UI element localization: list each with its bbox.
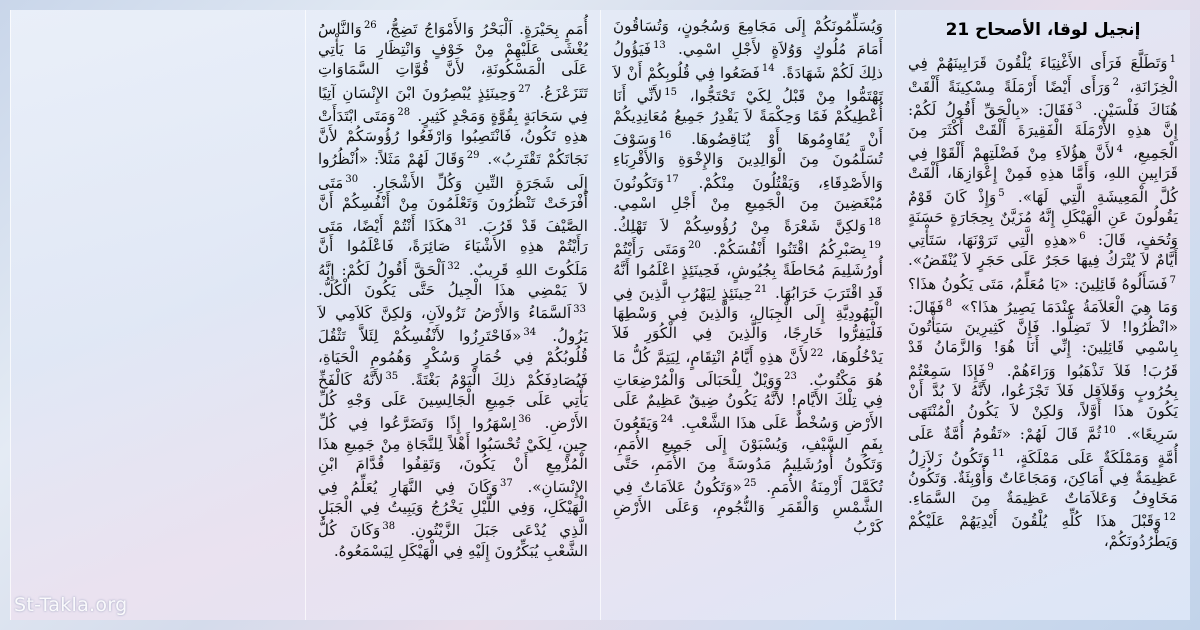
verse-text: بِصَبْرِكُمُ اقْتَنُوا أَنْفُسَكُمْ. <box>712 240 867 259</box>
verse-number: 15 <box>664 86 678 98</box>
verse-text: اَلسَّمَاءُ وَالأَرْضُ تَزُولاَنِ، وَلكِنَّ كَلاَمِي لاَ يَزُولُ. <box>318 304 588 346</box>
verse-text: وَكَانَ كُلُّ الشَّعْبِ يُبَكِّرُونَ إِلَيْهِ فِي الْهَيْكَلِ لِيَسْمَعُوهُ. <box>318 521 588 560</box>
verse-number: 7 <box>1169 274 1176 286</box>
verse-text: لأَنِّي أَنَا أُعْطِيكُمْ فَمًا وَحِكْمَةً لاَ يَقْدِرُ جَمِيعُ مُعَانِدِيكُمْ أَنْ يُقَاوِمُوهَا أَوْ يُنَاقِضُوهَا. <box>613 86 884 149</box>
verse-text: مَتَى أَفْرَخَتْ تَنْظُرُونَ وَتَعْلَمُونَ مِنْ أَنْفُسِكُمْ أَنَّ الصَّيْفَ قَدْ قَرُبَ. <box>318 173 588 236</box>
verse-text: «وَتَكُونُ عَلاَمَاتٌ فِي الشَّمْسِ وَالْقَمَرِ وَالنُّجُومِ، وَعَلَى الأَرْضِ كَرْبُ <box>613 478 883 537</box>
site-watermark: St-Takla.org <box>14 594 128 616</box>
verse-number: 6 <box>1079 231 1086 243</box>
verse-number: 28 <box>397 106 411 118</box>
verse <box>613 217 883 235</box>
verse-text: وَتَكُونُونَ مُبْغَضِينَ مِنَ الْجَمِيعِ مِنْ أَجْلِ اسْمِي. <box>613 173 883 212</box>
verse-text: وَسَوْفَ تُسَلَّمُونَ مِنَ الْوَالِدِينَ وَالإِخْوَةِ وَالأَقْرِبَاءِ وَالأَصْدِقَاءِ، وَيَقْتُلُونَ مِنْكُمْ. <box>613 130 883 192</box>
verse-text: وَتَكُونُ زَلاَزِلُ عَظِيمَةٌ فِي أَمَاكِنَ، وَمَجَاعَاتٌ وَأَوْبِئَةٌ. وَتَكُونُ مَخَاوِفُ وَعَلاَمَاتٌ عَظِيمَةٌ مِنَ السَّمَاءِ. <box>908 448 1178 507</box>
verse-number: 1 <box>1169 54 1176 66</box>
verse-text: وَقَالَ لَهُمْ مَثَلاً: «اُنْظُرُوا إِلَى شَجَرَةِ التِّينِ وَكُلِّ الأَشْجَارِ. <box>318 150 588 192</box>
verse-number: 37 <box>500 477 513 489</box>
verse-number: 8 <box>945 297 953 309</box>
verse-number: 10 <box>1103 425 1116 437</box>
verse-text: فَقَالَ: «بِالْحَقِّ أَقُولُ لَكُمْ: إِنَّ هذِهِ الأَرْمَلَةَ الْفَقِيرَةَ أَلْقَتْ أَكْثَرَ مِنَ الْجَمِيعِ، <box>908 100 1178 163</box>
verse-number: 12 <box>1163 512 1176 524</box>
verse-number: 9 <box>987 361 994 373</box>
verse-number: 29 <box>466 150 480 162</box>
verse-number: 38 <box>382 521 396 533</box>
text-sheet <box>10 10 1190 620</box>
verse-number: 11 <box>992 448 1005 460</box>
verse-number: 32 <box>447 260 460 272</box>
verse-number: 34 <box>523 327 537 339</box>
verse-number: 4 <box>1116 144 1124 156</box>
verse-number: 19 <box>868 240 881 252</box>
verse-text: حِينَئِذٍ لِيَهْرُبِ الَّذِينَ فِي الْيَهُودِيَّةِ إِلَى الْجِبَالِ، وَالَّذِينَ فِي وَسْطِهَا فَلْيَفِرُّوا خَارِجًا، وَالَّذِينَ فِي الْكُوَرِ فَلاَ يَدْخُلُوهَا، <box>613 283 883 366</box>
column-3 <box>305 10 600 620</box>
verse-text: وَيُسَلِّمُونَكُمْ إِلَى مَجَامِعَ وَسُجُونٍ، وَتُسَاقُونَ أَمَامَ مُلُوكٍ وَوُلاَةٍ لأَجْلِ اسْمِي. <box>613 17 883 59</box>
column-3-body <box>318 16 588 561</box>
column-4-empty <box>10 10 305 620</box>
verse-text: هكَذَا أَنْتُمْ أَيْضًا، مَتَى رَأَيْتُمْ هذِهِ الأَشْيَاءَ صَائِرَةً، فَاعْلَمُوا أَنَّ مَلَكُوتَ اللهِ قَرِيبٌ. <box>318 217 588 279</box>
verse-text: وَإِذْ كَانَ قَوْمٌ يَقُولُونَ عَنِ الْهَيْكَلِ إِنَّهُ مُزَيَّنٌ بِحِجَارَةٍ حَسَنَةٍ وَتُحَفٍ، قَالَ: <box>908 187 1179 250</box>
verse-number: 17 <box>666 173 679 185</box>
verse-text: لأَنَّهُ كَالْفَخِّ يَأْتِي عَلَى جَمِيعِ الْجَالِسِينَ عَلَى وَجْهِ كُلِّ الأَرْضِ. <box>318 370 588 433</box>
verse-number: 14 <box>761 63 775 75</box>
verse-number: 30 <box>345 173 359 185</box>
verse-text: لأَنَّ هذِهِ أَيَّامُ انْتِقَامٍ، لِيَتِمَّ كُلُّ مَا هُوَ مَكْتُوبٌ. <box>613 347 884 389</box>
verse-text: وَقَبْلَ هذَا كُلِّهِ يُلْقُونَ أَيْدِيَهُمْ عَلَيْكُمْ وَيَطْرُدُونَكُمْ، <box>908 512 1178 551</box>
verse <box>908 512 1178 550</box>
verse-text: أُمَمٍ بِحَيْرَةٍ. اَلْبَحْرُ وَالأَمْوَاجُ تَضِجُّ، <box>385 20 588 39</box>
verse-text: وَمَتَى ابْتَدَأَتْ هذِهِ تَكُونُ، فَانْتَصِبُوا وَارْفَعُوا رُؤُوسَكُمْ لأَنَّ نَجَاتَكُمْ تَقْتَرِبُ». <box>318 107 589 169</box>
verse-number: 35 <box>385 370 399 382</box>
column-2-body <box>613 16 883 538</box>
verse-number: 16 <box>658 130 672 142</box>
verse-number: 31 <box>454 217 468 229</box>
verse-text: وَحِينَئِذٍ يُبْصِرُونَ ابْنَ الإِنْسَانِ آتِيًا فِي سَحَابَةٍ بِقُوَّةٍ وَمَجْدٍ كَثِيرٍ. <box>318 83 588 125</box>
verse-text: ثُمَّ قَالَ لَهُمْ: «تَقُومُ أُمَّةٌ عَلَى أُمَّةٍ وَمَمْلَكَةٌ عَلَى مَمْلَكَةٍ، <box>908 425 1178 467</box>
verse-text: وَوَيْلٌ لِلْحَبَالَى وَالْمُرْضِعَاتِ فِي تِلْكَ الأَيَّامِ! لأَنَّهُ يَكُونُ ضِيقٌ عَظِيمٌ عَلَى الأَرْضِ وَسُخْطٌ عَلَى هذَا الشَّعْبِ. <box>613 370 883 433</box>
verse-number: 13 <box>653 40 666 52</box>
verse-text: لأَنَّ هؤُلاَءِ مِنْ فَضْلَتِهِمْ أَلْقَوْا فِي قَرَابِينِ اللهِ، وَأَمَّا هذِهِ فَمِنْ إِعْوَازِهَا، أَلْقَتْ كُلَّ الْمَعِيشَةِ الَّتِي لَهَا». <box>908 144 1179 206</box>
verse-number: 26 <box>363 20 377 31</box>
verse-text: وَلكِنَّ شَعْرَةً مِنْ رُؤُوسِكُمْ لاَ تَهْلِكُ. <box>613 217 867 236</box>
verse-text: فَسَأَلُوهُ قَائِلِينَ: «يَا مُعَلِّمُ، مَتَى يَكُونُ هذَا؟ وَمَا هِيَ الْعَلاَمَةُ عِنْدَمَا يَصِيرُ هذَا؟» <box>908 274 1179 316</box>
verse-number: 24 <box>660 414 674 426</box>
verse-text: «فَاحْتَرِزُوا لأَنْفُسِكُمْ لِئَلاَّ تَثْقُلَ قُلُوبُكُمْ فِي خُمَارٍ وَسُكْرٍ وَهُمُومِ الْحَيَاةِ، فَيُصَادِفَكُمْ ذلِكَ الْيَوْمُ بَغْتَةً. <box>318 327 588 389</box>
verse-text: فَيَؤُولُ ذلِكَ لَكُمْ شَهَادَةً. <box>613 40 884 82</box>
verse-number: 20 <box>688 240 701 252</box>
verse-text: وَكَانَ فِي النَّهَارِ يُعَلِّمُ فِي الْهَيْكَلِ، وَفِي اللَّيْلِ يَخْرُجُ وَيَبِيتُ فِي الْجَبَلِ الَّذِي يُدْعَى جَبَلَ الزَّيْتُونِ. <box>318 478 589 540</box>
column-1 <box>895 10 1190 620</box>
verse-number: 21 <box>754 283 768 295</box>
verse-text: «هذِهِ الَّتِي تَرَوْنَهَا، سَتَأْتِي أَيَّامٌ لاَ يُتْرَكُ فِيهَا حَجَرٌ عَلَى حَجَرٍ لاَ يُنْقَضُ». <box>908 231 1178 270</box>
verse-text: وَمَتَى رَأَيْتُمْ أُورُشَلِيمَ مُحَاطَةً بِجُيُوشٍ، فَحِينَئِذٍ اعْلَمُوا أَنَّهُ قَدِ اقْتَرَبَ خَرَابُهَا. <box>613 240 883 302</box>
verse-text: اَلْحَقَّ أَقُولُ لَكُمْ: إِنَّهُ لاَ يَمْضِي هذَا الْجِيلُ حَتَّى يَكُونَ الْكُلُّ. <box>318 260 588 299</box>
verse-text: وَتَطَلَّعَ فَرَأَى الأَغْنِيَاءَ يُلْقُونَ قَرَابِينَهُمْ فِي الْخِزَانَةِ، <box>908 54 1179 96</box>
verse-text: وَيَقَعُونَ بِفَمِ السَّيْفِ، وَيُسْبَوْنَ إِلَى جَمِيعِ الأُمَمِ، وَتَكُونُ أُورُشَلِيمُ مَدُوسَةً مِنَ الأُمَمِ، حَتَّى تُكَمَّلَ أَزْمِنَةُ الأُمَمِ. <box>613 414 884 497</box>
verse-text: وَرَأَى أَيْضًا أَرْمَلَةً مِسْكِينَةً أَلْقَتْ هُنَاكَ فَلْسَيْنِ. <box>908 77 1178 119</box>
verse-number: 33 <box>573 304 586 316</box>
column-1-body <box>908 50 1178 551</box>
verse-text: فَضَعُوا فِي قُلُوبِكُمْ أَنْ لاَ تَهْتَمُّوا مِنْ قَبْلُ لِكَيْ تَحْتَجُّوا، <box>613 63 884 105</box>
verse-number: 18 <box>868 217 881 229</box>
verse-text: فَقَالَ: «انْظُرُوا! لاَ تَضِلُّوا. فَإِنَّ كَثِيرِينَ سَيَأْتُونَ بِاسْمِي قَائِلِينَ: إِنِّي أَنَا هُوَ! وَالزَّمَانُ قَدْ قَرُبَ! فَلاَ تَذْهَبُوا وَرَاءَهُمْ. <box>908 297 1178 380</box>
verse-number: 5 <box>998 187 1005 199</box>
verse-text: فَإِذَا سَمِعْتُمْ بِحُرُوبٍ وَقَلاَقِل فَلاَ تَجْزَعُوا، لأَنَّهُ لاَ بُدَّ أَنْ يَكُونَ هذَا أَوَّلاً، وَلكِنْ لاَ يَكُونُ الْمُنْتَهَى سَرِيعًا». <box>908 361 1179 444</box>
verse-number: 22 <box>810 347 824 359</box>
verse <box>713 240 883 258</box>
verse-text: وَالنَّاسُ يُغْشَى عَلَيْهِمْ مِنْ خَوْفٍ وَانْتِظَارِ مَا يَأْتِي عَلَى الْمَسْكُونَةِ، لأَنَّ قُوَّاتِ السَّمَاوَاتِ تَتَزَعْزَعُ. <box>318 20 588 102</box>
chapter-title: إنجيل لوقا، الأصحاح 21 <box>945 20 1141 40</box>
verse-number: 36 <box>518 414 532 426</box>
verse-number: 23 <box>784 370 797 382</box>
column-2 <box>600 10 895 620</box>
verse <box>385 20 588 38</box>
verse-text: اِسْهَرُوا إِذًا وَتَضَرَّعُوا فِي كُلِّ حِينٍ، لِكَيْ تُحْسَبُوا أَهْلاً لِلنَّجَاةِ مِنْ جَمِيعِ هذَا الْمُزْمِعِ أَنْ يَكُونَ، وَتَقِفُوا قُدَّامَ ابْنِ الإِنْسَانِ». <box>318 414 588 497</box>
verse-number: 2 <box>1112 77 1119 89</box>
verse-number: 27 <box>518 83 531 95</box>
verse-number: 25 <box>743 477 757 489</box>
verse-number: 3 <box>1075 100 1083 112</box>
